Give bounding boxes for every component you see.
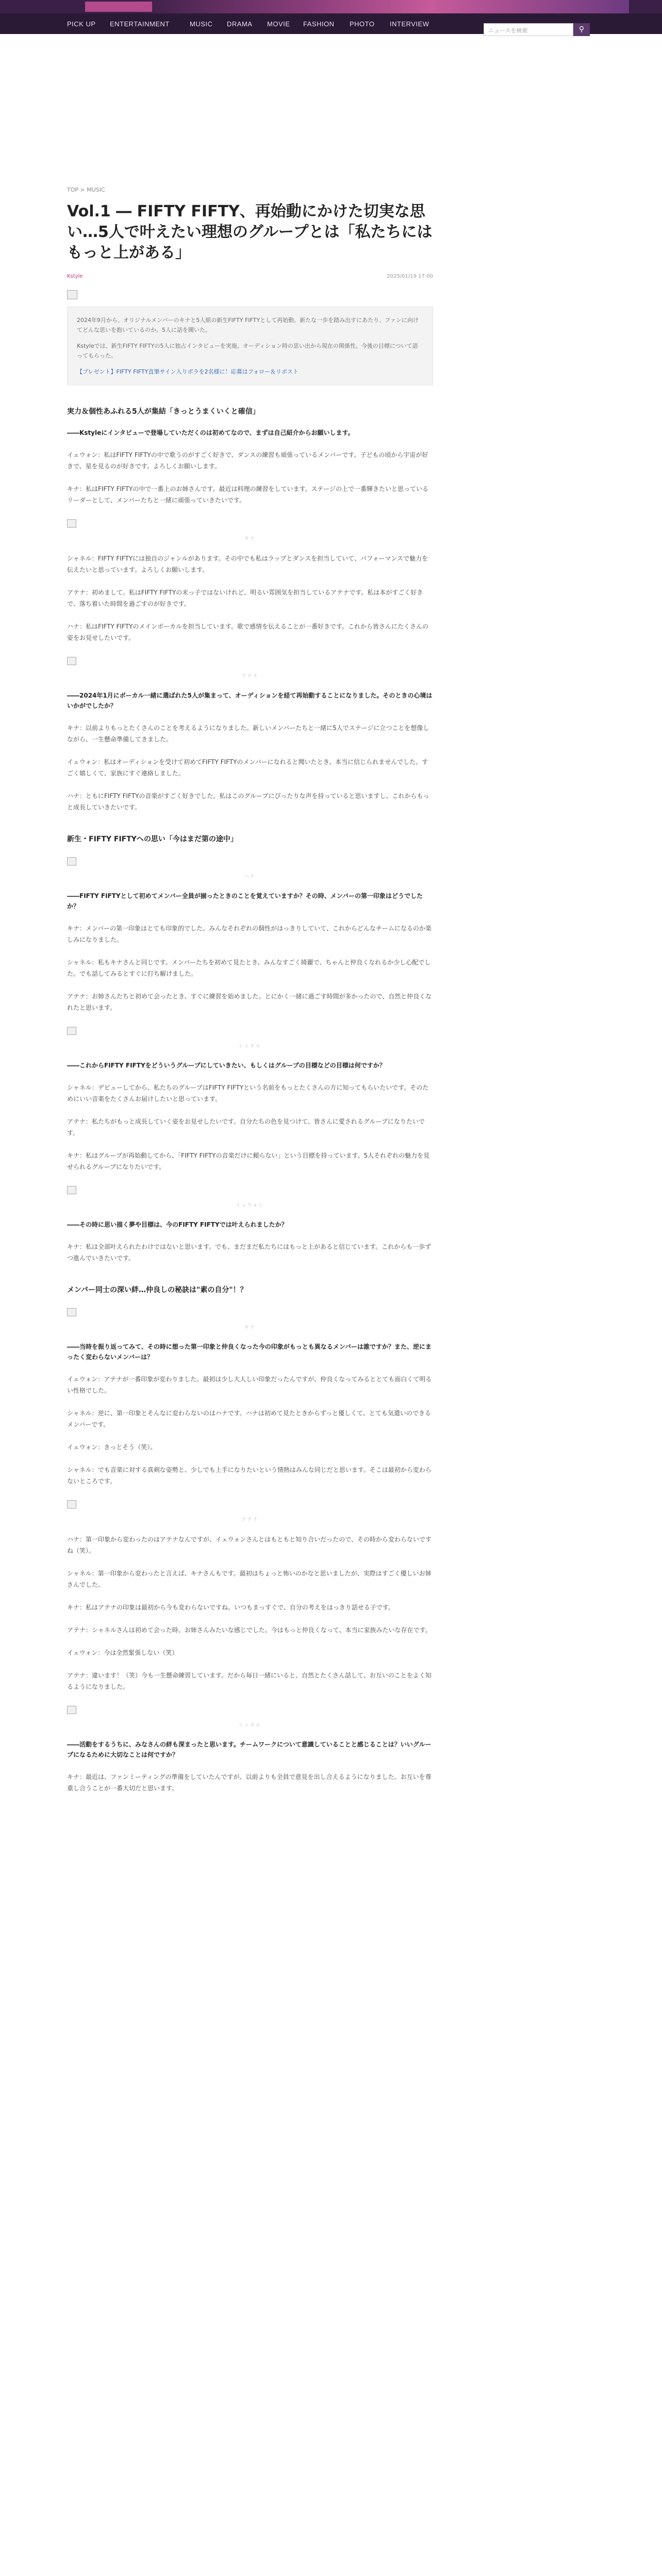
answer-paragraph: キナ：私はアテナの印象は最初から今も変わらないですね。いつもまっすぐで、自分の考えをはっきり話せる子です。 bbox=[67, 1604, 394, 1611]
top-banner bbox=[0, 0, 662, 13]
answer-paragraph: ハナ：私はFIFTY FIFTYのメインボーカルを担当しています。歌で感情を伝えることが一番好きです。これから皆さんにたくさんの姿をお見せしたいです。 bbox=[67, 623, 429, 641]
banner-graphic bbox=[134, 0, 629, 13]
photo-placeholder bbox=[67, 857, 76, 866]
answer-paragraph: シャネル：FIFTY FIFTYには独自のジャンルがあります。その中でも私はラップとダンスを担当していて、パフォーマンスで魅力を伝えたいと思っています。よろしくお願いします。 bbox=[67, 555, 428, 573]
section-heading: 実力＆個性あふれる5人が集結「きっとうまくいくと確信」 bbox=[67, 408, 260, 416]
section-heading: 新生・FIFTY FIFTYへの思い「今はまだ第の途中」 bbox=[67, 835, 238, 843]
answer-paragraph: イェウォン：きっとそう（笑）。 bbox=[67, 1444, 157, 1451]
answer-paragraph: シャネル：逆に、第一印象とそんなに変わらないのはハナです。ハナは初めて見たときからずっと優しくて、とても気遣いのできるメンバーです。 bbox=[67, 1410, 431, 1428]
answer-paragraph: キナ：メンバーの第一印象はとても印象的でした。みんなそれぞれの個性がはっきりしていて、これからどんなチームになるのか楽しみになりました。 bbox=[67, 925, 432, 943]
interview-question: ――FIFTY FIFTYとして初めてメンバー全員が揃ったときのことを覚えていますか？その時、メンバーの第一印象はどうでしたか？ bbox=[67, 892, 423, 910]
breadcrumb[interactable]: TOP > MUSIC bbox=[67, 187, 105, 193]
photo-placeholder bbox=[67, 1308, 76, 1316]
section-heading: メンバー同士の深い絆…仲良しの秘訣は"素の自分"！？ bbox=[67, 1286, 247, 1294]
photo-caption: キナ bbox=[244, 536, 256, 541]
interview-question: ――これからFIFTY FIFTYをどういうグループにしていきたい、もしくはグループの目標などの目標は何ですか？ bbox=[67, 1062, 386, 1069]
hero-image bbox=[67, 290, 77, 299]
photo-caption: イェウォン bbox=[236, 1203, 264, 1208]
interview-question: ――その時に思い描く夢や目標は、今のFIFTY FIFTYでは叶えられましたか？ bbox=[67, 1221, 288, 1228]
answer-paragraph: シャネル：私もキナさんと同じです。メンバーたちを初めて見たとき、みんなすごく綺麗で、ちゃんと仲良くなれるか少し心配でした。でも話してみるとすぐに打ち解けました。 bbox=[67, 959, 431, 977]
article bbox=[67, 187, 433, 1794]
answer-paragraph: イェウォン：今は全然緊張しない（笑） bbox=[67, 1649, 178, 1656]
photo-placeholder bbox=[67, 1186, 76, 1194]
nav-item-music[interactable]: MUSIC bbox=[190, 20, 213, 28]
answer-paragraph: イェウォン：アテナが一番印象が変わりました。最初は少し大人しい印象だったんですが、仲良くなってみるととても面白くて明るい性格でした。 bbox=[67, 1376, 432, 1394]
lead-paragraph: Kstyleでは、新生FIFTY FIFTYの5人に独占インタビューを実施。オーディション時の思い出から現在の関係性、今後の目標について語ってもらった。 bbox=[77, 343, 418, 359]
interview-question: ――当時を振り返ってみて、その時に想った第一印象と仲良くなった今の印象がもっとも異なるメンバーは誰ですか？また、逆にまったく変わらないメンバーは？ bbox=[67, 1343, 432, 1361]
answer-paragraph: アテナ：お姉さんたちと初めて会ったとき、すぐに練習を始めました。とにかく一緒に過ごす時間が多かったので、自然と仲良くなれたと思います。 bbox=[67, 993, 432, 1011]
page-title: Vol.1 ― FIFTY FIFTY、再始動にかけた切実な思い…5人で叶えたい理想のグループとは「私たちにはもっと上がある」 bbox=[67, 202, 433, 262]
answer-paragraph: キナ：私はグループが再始動してから、「FIFTY FIFTYの音楽だけに頼らない」という目標を持っています。5人それぞれの魅力を見せられるグループになりたいです。 bbox=[67, 1152, 430, 1171]
nav-item-pickup[interactable]: PICK UP bbox=[67, 20, 96, 28]
lead-box bbox=[67, 307, 433, 385]
nav-item-photo[interactable]: PHOTO bbox=[350, 20, 375, 28]
nav-item-drama[interactable]: DRAMA bbox=[227, 20, 253, 28]
lead-paragraph: 2024年9月から、オリジナルメンバーのキナと5人組の新生FIFTY FIFTYとして再始動。新たな一歩を踏み出すにあたり、ファンに向けてどんな思いを抱いているのか。5人に話を聞いた。 bbox=[77, 317, 419, 333]
photo-caption: ハナ bbox=[244, 874, 256, 879]
photo-caption: シャネル bbox=[239, 1723, 261, 1728]
photo-placeholder bbox=[67, 1027, 76, 1035]
answer-paragraph: ハナ：ともにFIFTY FIFTYの音楽がすごく好きでした。私はこのグループにぴったりな声を持っていると思いますし、これからもっと成長していきたいです。 bbox=[67, 792, 429, 811]
answer-paragraph: アテナ：シャネルさんは初めて会った時、お姉さんみたいな感じでした。今はもっと仲良くなって、本当に家族みたいな存在です。 bbox=[67, 1626, 432, 1634]
site-logo[interactable] bbox=[85, 2, 152, 12]
photo-caption: シャネル bbox=[239, 1044, 261, 1049]
photo-placeholder bbox=[67, 657, 76, 665]
search-icon[interactable]: ⚲ bbox=[573, 23, 590, 36]
nav-item-fashion[interactable]: FASHION bbox=[303, 20, 335, 28]
article-body bbox=[67, 406, 433, 1794]
photo-caption: アテナ bbox=[241, 674, 259, 679]
answer-paragraph: ハナ：第一印象から変わったのはアテナなんですが、イェウォンさんとはもともと知り合いだったので、その時から変わらないですね（笑）。 bbox=[67, 1536, 432, 1554]
nav-item-movie[interactable]: MOVIE bbox=[267, 20, 290, 28]
search-input[interactable]: ニュースを検索 bbox=[484, 23, 573, 36]
photo-caption: キナ bbox=[244, 1325, 256, 1330]
publish-date: 2025/01/19 17:00 bbox=[387, 274, 433, 279]
answer-paragraph: イェウォン：私はFIFTY FIFTYの中で歌うのがすごく好きで、ダンスの練習も頑張っているメンバーです。子どもの頃から宇宙が好きで、星を見るのが好きです。よろしくお願いします。 bbox=[67, 451, 428, 470]
answer-paragraph: キナ：私はFIFTY FIFTYの中で一番上のお姉さんです。最近は料理の練習をしています。ステージの上で一番輝きたいと思っているリーダーとして、メンバーたちと一緒に頑張っていきたいです。 bbox=[67, 485, 429, 504]
answer-paragraph: キナ：以前よりもっとたくさんのことを考えるようになりました。新しいメンバーたちと一緒に5人でステージに立つことを想像しながら、一生懸命準備してきました。 bbox=[67, 724, 429, 743]
answer-paragraph: シャネル：第一印象から変わったと言えば、キナさんもです。最初はちょっと怖いのかなと思いましたが、実際はすごく優しいお姉さんでした。 bbox=[67, 1570, 432, 1588]
photo-placeholder bbox=[67, 1500, 76, 1509]
promo-link[interactable]: 【プレゼント】FIFTY FIFTY直筆サイン入りポラを2名様に！応募はフォロー＆リポスト bbox=[77, 368, 299, 375]
nav-item-interview[interactable]: INTERVIEW bbox=[390, 20, 429, 28]
answer-paragraph: シャネル：でも音楽に対する真剣な姿勢と、少しでも上手になりたいという情熱はみんな同じだと思います。そこは最初から変わらないところです。 bbox=[67, 1466, 432, 1485]
photo-placeholder bbox=[67, 519, 76, 528]
interview-question: ――活動をするうちに、みなさんの絆も深まったと思います。チームワークについて意識していることと感じることは？いいグループになるために大切なことは何ですか？ bbox=[67, 1741, 432, 1758]
interview-question: ――Kstyleにインタビューで登場していただくのは初めてなので、まずは自己紹介からお願いします。 bbox=[67, 429, 354, 436]
answer-paragraph: シャネル：デビューしてから、私たちのグループはFIFTY FIFTYという名前をもっとたくさんの方に知ってもらいたいです。そのためにいい音楽をたくさんお届けしたいと思っています。 bbox=[67, 1084, 429, 1103]
answer-paragraph: キナ：最近は、ファンミーティングの準備をしていたんですが、以前よりも全員で意見を出し合えるようになりました。お互いを尊重し合うことが一番大切だと思います。 bbox=[67, 1773, 432, 1792]
nav-item-entertainment[interactable]: ENTERTAINMENT bbox=[110, 20, 170, 28]
interview-question: ――2024年1月にボーカル一緒に選ばれた5人が集まって、オーディションを経て再始動することになりました。そのときの心境はいかがでしたか？ bbox=[67, 692, 433, 709]
author-link[interactable]: Kstyle bbox=[67, 274, 83, 279]
answer-paragraph: アテナ：違います！（笑）今も一生懸命練習しています。だから毎日一緒にいると、自然とたくさん話して、お互いのことをよく知るようになりました。 bbox=[67, 1672, 432, 1690]
photo-caption: アテナ bbox=[241, 1517, 259, 1522]
answer-paragraph: キナ：私は全部叶えられたわけではないと思います。でも、まだまだ私たちにはもっと上があると信じています。これからも一歩ずつ進んでいきたいです。 bbox=[67, 1243, 432, 1262]
article-meta bbox=[67, 274, 433, 282]
answer-paragraph: アテナ：初めまして。私はFIFTY FIFTYの末っ子ではないけれど、明るい雰囲気を担当しているアテナです。私は本がすごく好きで、落ち着いた時間を過ごすのが好きです。 bbox=[67, 589, 423, 607]
answer-paragraph: イェウォン：私はオーディションを受けて初めてFIFTY FIFTYのメンバーになれると聞いたとき、本当に信じられませんでした。すごく嬉しくて、家族にすぐ連絡しました。 bbox=[67, 758, 428, 777]
photo-placeholder bbox=[67, 1706, 76, 1714]
answer-paragraph: アテナ：私たちがもっと成長していく姿をお見せしたいです。自分たちの色を見つけて、皆さんに愛されるグループになりたいです。 bbox=[67, 1118, 425, 1137]
